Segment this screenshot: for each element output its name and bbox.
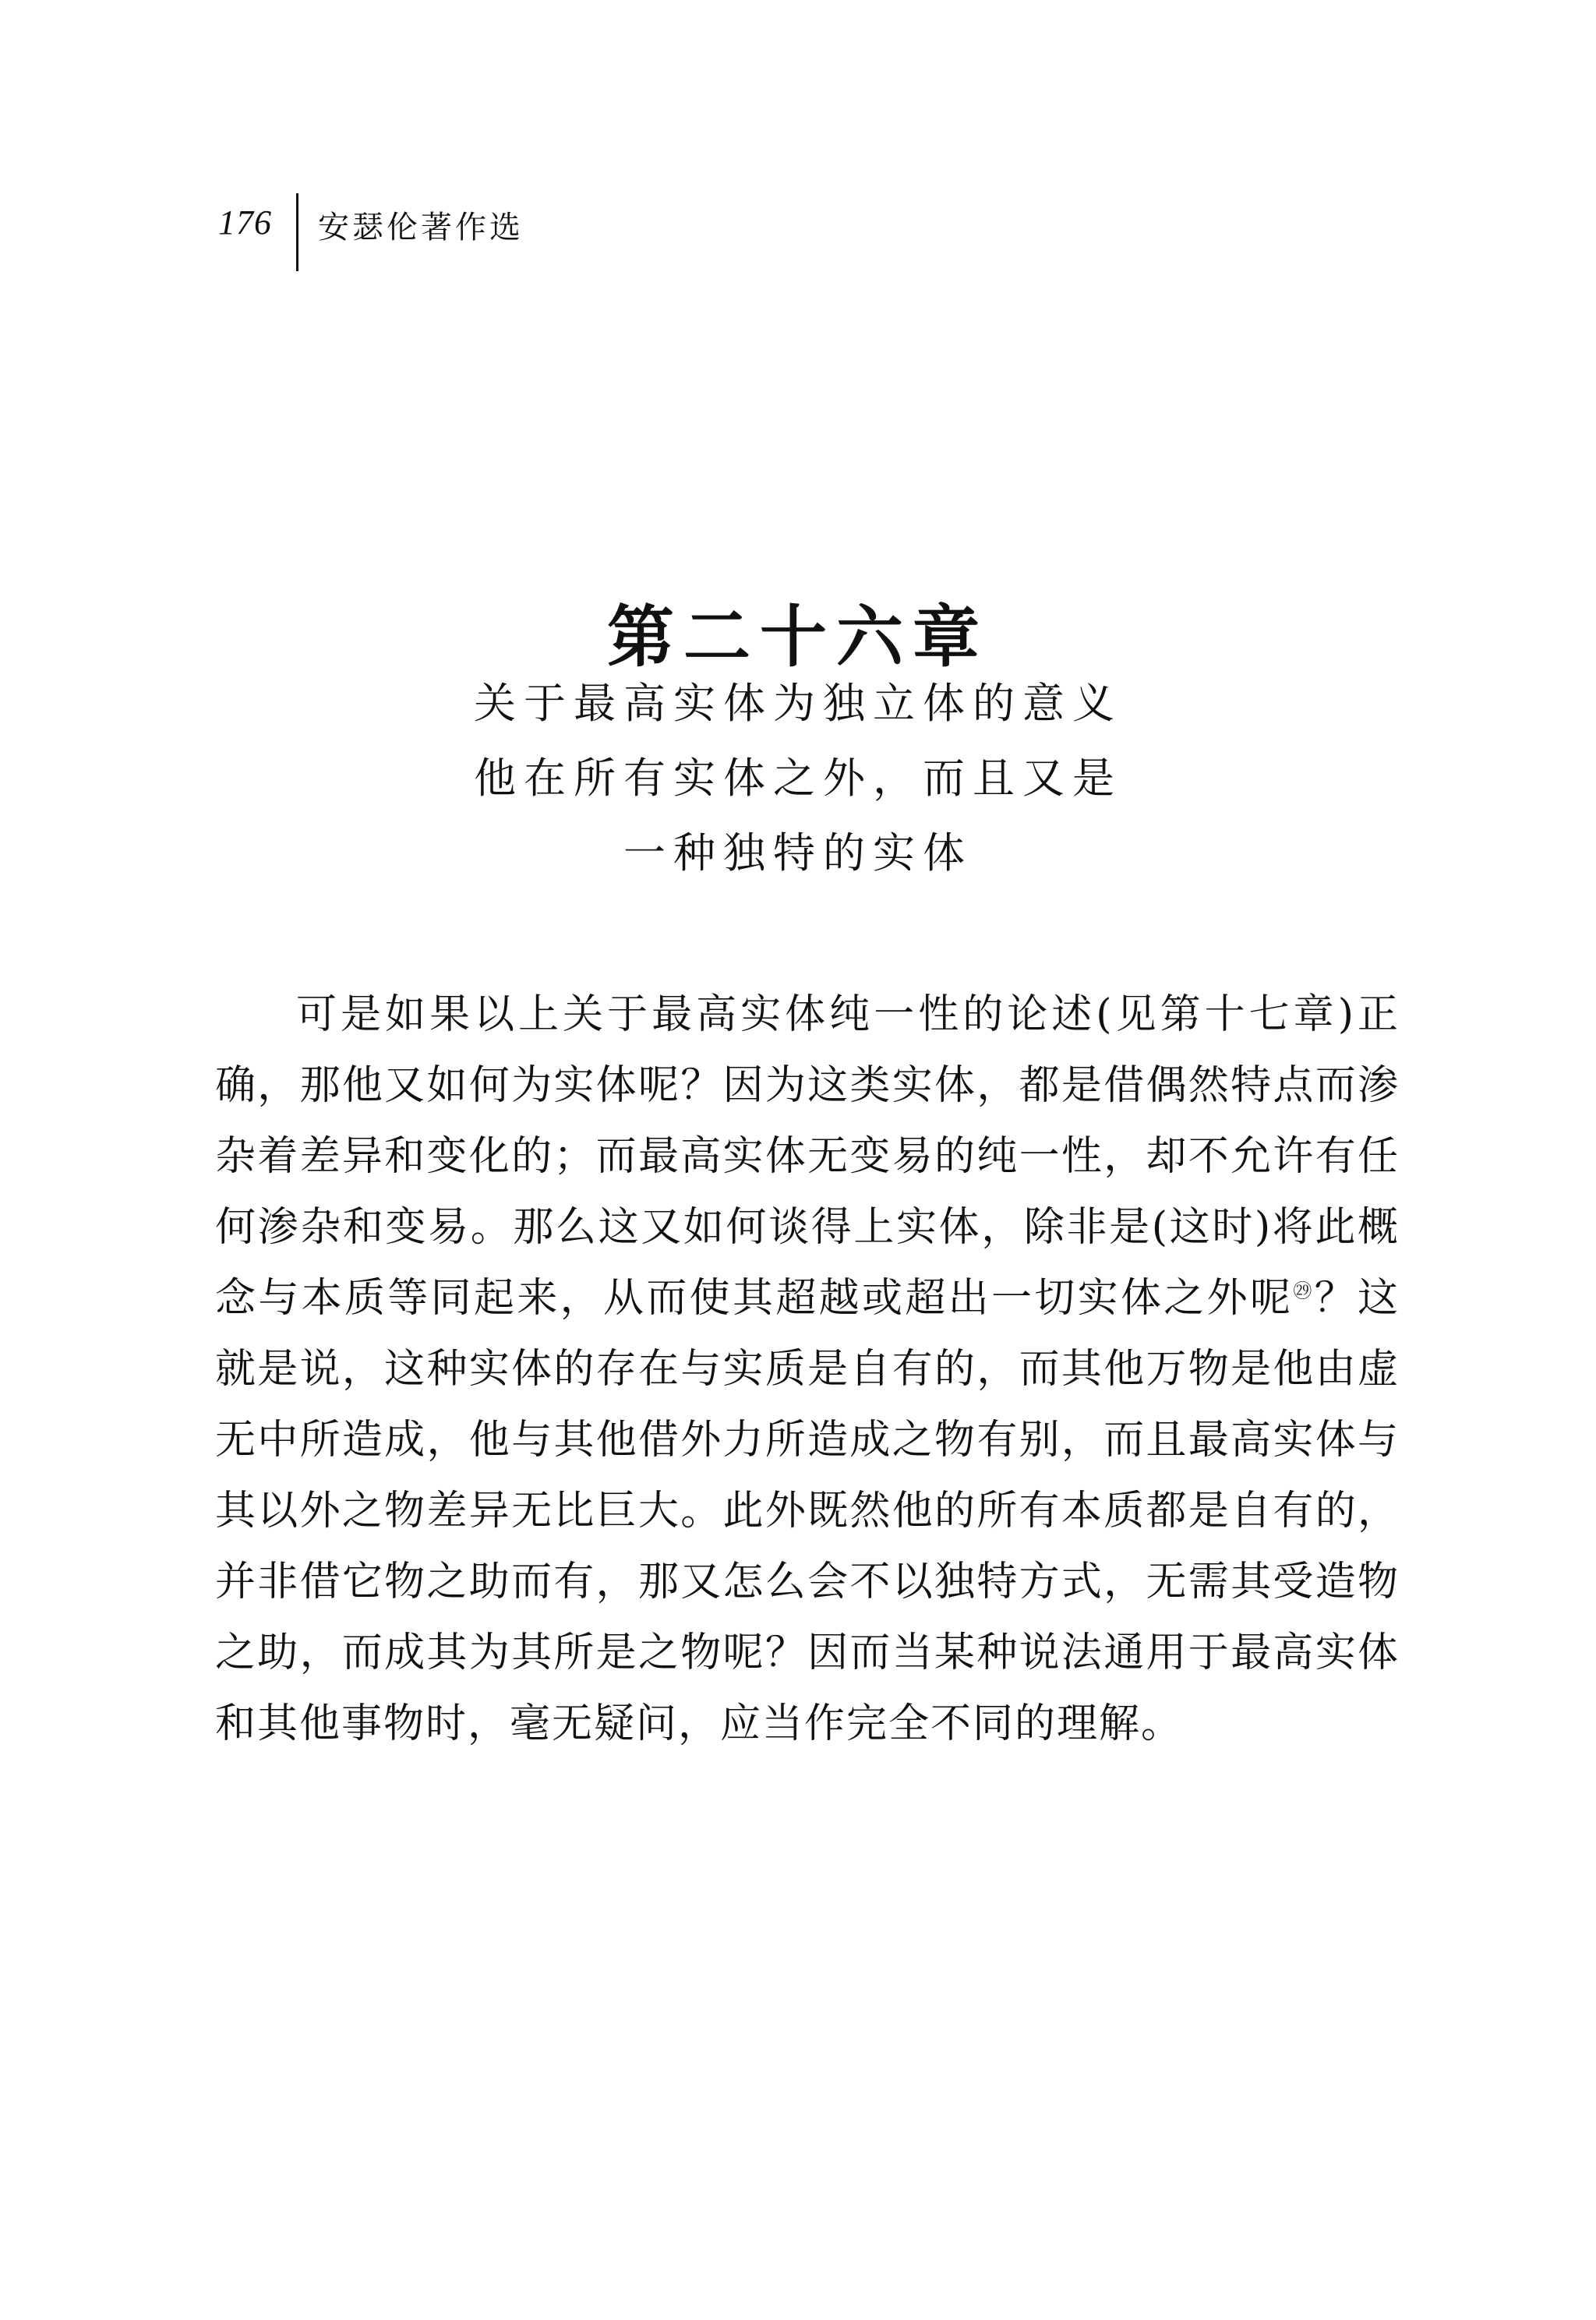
page-number: 176 [218,203,272,242]
running-book-title: 安瑟伦著作选 [318,210,524,245]
chapter-subtitle [0,666,1596,891]
footnote-marker[interactable]: ㉙ [1293,1280,1315,1302]
body-text-part-2: ？这就是说，这种实体的存在与实质是自有的，而其他万物是他由虚无中所造成，他与其他借外力所造成之物有别，而且最高实体与其以外之物差异无比巨大。此外既然他的所有本质都是自有的，并非借它物之助而有，那又怎么会不以独特方式，无需其受造物之助，而成其为其所是之物呢？因而当某种说法通用于最高实体和其他事物时，毫无疑问，应当作完全不同的理解。 [215,1275,1400,1747]
body-text-part-1: 可是如果以上关于最高实体纯一性的论述(见第十七章)正确，那他又如何为实体呢？因为这类实体，都是借偶然特点而渗杂着差异和变化的；而最高实体无变易的纯一性，却不允许有任何渗杂和变易。那么这又如何谈得上实体，除非是(这时)将此概念与本质等同起来，从而使其超越或超出一切实体之外呢 [215,991,1400,1322]
header-divider [296,193,298,271]
body-paragraph [215,980,1400,1760]
subtitle-line: 一种独特的实体 [623,828,973,878]
subtitle-line: 关于最高实体为独立体的意义 [474,679,1122,728]
subtitle-line: 他在所有实体之外，而且又是 [474,754,1122,803]
chapter-title: 第二十六章 [607,597,989,676]
